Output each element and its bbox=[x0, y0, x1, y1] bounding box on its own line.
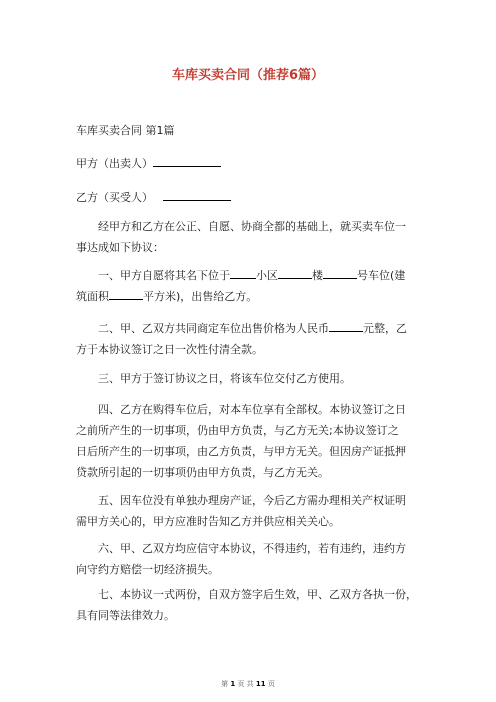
party-b-blank bbox=[163, 189, 231, 201]
party-a-label: 甲方（出卖人） bbox=[76, 157, 153, 170]
clause-4-line: 四、乙方在购得车位后，对本车位享有全部权。本协议签订之日 bbox=[98, 403, 406, 416]
intro-line: 事达成如下协议： bbox=[76, 241, 164, 254]
clause-5-line: 需甲方关心的，甲方应准时告知乙方并供应相关关心。 bbox=[76, 515, 340, 528]
clause-1-line: 筑面积 平方米)，出售给乙方。 bbox=[76, 290, 258, 303]
section-heading: 车库买卖合同 第1篇 bbox=[76, 124, 175, 137]
clause-2-line: 方于本协议签订之日一次性付清全款。 bbox=[76, 343, 263, 356]
clause-6 bbox=[76, 538, 421, 580]
page-footer: 第 1 页 共 11 页 bbox=[221, 680, 275, 688]
area-blank bbox=[109, 288, 143, 300]
party-a-blank bbox=[153, 155, 221, 167]
clause-7-line: 七、本协议一式两份，自双方签字后生效，甲、乙双方各执一份， bbox=[98, 588, 417, 601]
party-b-label: 乙方（买受人） bbox=[76, 191, 153, 204]
clause-7 bbox=[76, 584, 421, 626]
current-page-number: 1 bbox=[230, 680, 236, 688]
clause-3-line: 三、甲方于签订协议之日，将该车位交付乙方使用。 bbox=[98, 372, 351, 385]
party-b-line bbox=[76, 189, 231, 205]
space-number-blank bbox=[323, 267, 357, 279]
clause-7-line: 具有同等法律效力。 bbox=[76, 609, 175, 622]
clause-1 bbox=[76, 265, 421, 307]
clause-4-line: 贷款所引起的一切事项仍由甲方负责，与乙方无关。 bbox=[76, 466, 329, 479]
intro-paragraph bbox=[76, 216, 421, 258]
price-blank bbox=[329, 320, 363, 332]
clause-6-line: 六、甲、乙双方均应信守本协议，不得违约，若有违约，违约方 bbox=[98, 542, 406, 555]
clause-1-line: 一、甲方自愿将其名下位于 小区 楼 号车位(建 bbox=[98, 269, 406, 282]
building-blank bbox=[278, 267, 312, 279]
clause-5-line: 五、因车位没有单独办理房产证，今后乙方需办理相关产权证明 bbox=[98, 494, 406, 507]
document-title: 车库买卖合同（推荐6篇） bbox=[171, 68, 325, 83]
location-blank bbox=[230, 267, 256, 279]
clause-2 bbox=[76, 318, 421, 360]
total-pages: 11 bbox=[255, 680, 266, 688]
party-a-line bbox=[76, 155, 221, 171]
clause-6-line: 向守约方赔偿一切经济损失。 bbox=[76, 563, 219, 576]
clause-4 bbox=[76, 399, 421, 483]
clause-4-line: 日后所产生的一切事项，由乙方负责，与甲方无关。但因房产证抵押 bbox=[76, 445, 406, 458]
clause-4-line: 之前所产生的一切事项，仍由甲方负责，与乙方无关;本协议签订之 bbox=[76, 424, 399, 437]
clause-5 bbox=[76, 490, 421, 532]
clause-2-line: 二、甲、乙双方共同商定车位出售价格为人民币 元整，乙 bbox=[98, 322, 407, 335]
intro-line: 经甲方和乙方在公正、自愿、协商全都的基础上，就买卖车位一 bbox=[98, 220, 406, 233]
clause-3 bbox=[76, 368, 421, 389]
